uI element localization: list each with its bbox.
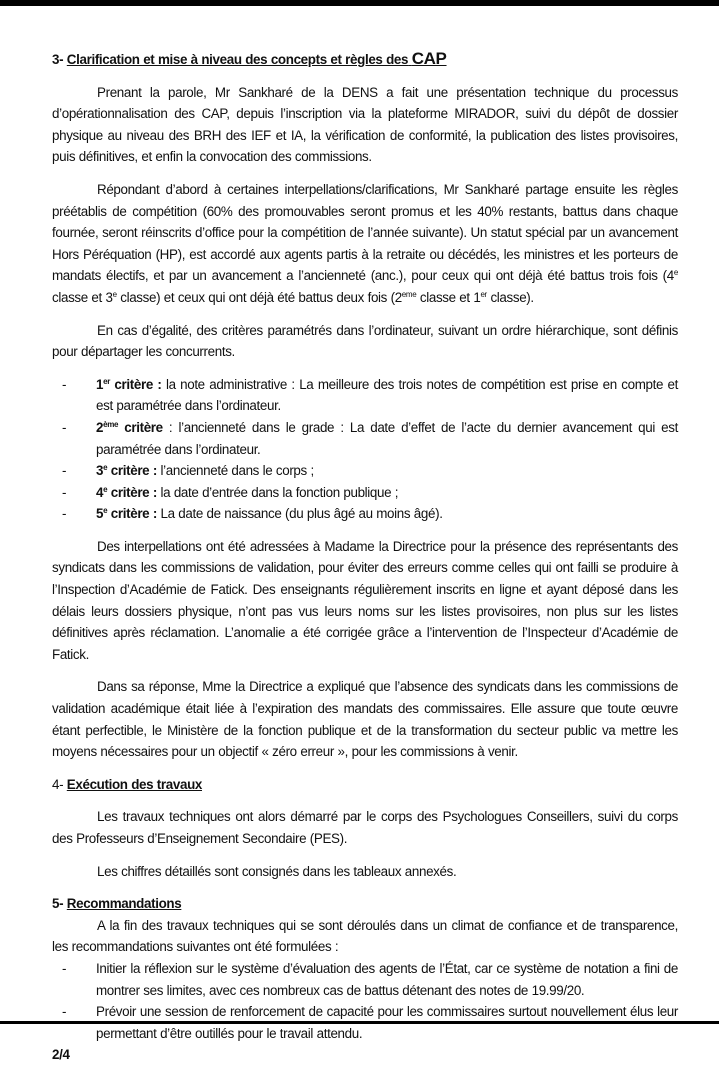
criteria-item [52, 374, 678, 417]
criteria-label: 5e critère : [96, 506, 157, 522]
criteria-list [52, 374, 678, 525]
criteria-text: la note administrative : La meilleure des trois notes de compétition est prise en compte et est paramétrée dans l’ordinateur. [96, 376, 679, 414]
sup: eme [401, 289, 417, 299]
paragraph-cap-process: Prenant la parole, Mr Sankharé de la DENS a fait une présentation technique du processus d’opérationnalisation des CAP, depuis l’inscription via la plateforme MIRADOR, suivi du dépôt de dossier physique au niveau des BRH des IEF et IA, la vérification de conformité, la publication des listes provisoires, puis définitives, et enfin la convocation des commissions. [52, 84, 678, 165]
section-5-title: Recommandations [66, 896, 182, 912]
section-3-number: 3- [52, 52, 64, 67]
recommendation-item: - Prévoir une session de renforcement de capacité pour les commissaires surtout nouvellement élus leur permettant d’être outillés pour le travail attendu. [52, 1001, 678, 1044]
paragraph-chiffres: Les chiffres détaillés sont consignés dans les tableaux annexés. [97, 863, 457, 879]
paragraph-tie-break: En cas d’égalité, des critères paramétrés dans l’ordinateur, suivant un ordre hiérarchique, sont définis pour départager les concurrents. [52, 322, 678, 360]
section-5-number: 5- [52, 896, 64, 912]
criteria-label: 1er critère : [96, 376, 162, 392]
recommendation-item: - Initier la réflexion sur le système d’évaluation des agents de l’État, car ce système de notation a fini de montrer ses limites, avec ces nombreux cas de battus détenant des notes de 19.99/20. [52, 958, 678, 1001]
paragraph-recommendations-intro: A la fin des travaux techniques qui se sont déroulés dans un climat de confiance et de transparence, les recommandations suivantes ont été formulées : [52, 917, 678, 955]
text-fragment: classe) et ceux qui ont déjà été battus deux fois (2 [116, 289, 402, 305]
section-3-heading [52, 48, 678, 71]
paragraph-interpellations: Des interpellations ont été adressées à Madame la Directrice pour la présence des représentants des syndicats dans les commissions de validation, pour éviter des erreurs comme celles qui ont failli se produire à l’Inspection d’Académie de Fatick. Des enseignants régulièrement inscrits en ligne et ayant déposé dans les délais leurs dossiers physique, n’ont pas vus leurs noms sur les listes provisoires, non plus sur les listes définitives après réclamation. L’anomalie a été corrigée grâce a l’intervention de l’Inspecteur d’Académie de Fatick. [52, 538, 678, 662]
section-4-heading [52, 774, 678, 796]
section-3-title [66, 49, 447, 68]
criteria-text: l’ancienneté dans le corps ; [156, 463, 314, 479]
criteria-label: 2ème critère [96, 419, 163, 435]
recommendations-list [52, 958, 678, 1044]
section-5-heading [52, 893, 678, 915]
criteria-text: : l’ancienneté dans le grade : La date d’effet de l’acte du dernier avancement qui est paramétrée dans l’ordinateur. [96, 419, 678, 457]
criteria-text: la date d’entrée dans la fonction publique ; [156, 484, 399, 500]
paragraph-travaux-start: Les travaux techniques ont alors démarré par le corps des Psychologues Conseillers, suivi du corps des Professeurs d’Enseignement Secondaire (PES). [52, 809, 678, 846]
top-black-border [0, 0, 719, 6]
sup: e [112, 289, 117, 299]
sup: e [673, 268, 678, 278]
criteria-text: La date de naissance (du plus âgé au moins âgé). [156, 506, 443, 522]
text-fragment: classe). [486, 289, 534, 305]
text-fragment: classe et 3 [52, 289, 113, 305]
criteria-item [52, 482, 678, 504]
document-page [52, 48, 678, 1066]
section-4-title: Exécution des travaux [66, 776, 202, 792]
text-fragment: classe et 1 [416, 289, 481, 305]
sup: er [480, 289, 487, 299]
criteria-label: 4e critère : [96, 484, 157, 500]
criteria-item [52, 417, 678, 460]
page-number: 2/4 [52, 1047, 70, 1063]
paragraph-directrice-response: Dans sa réponse, Mme la Directrice a expliqué que l’absence des syndicats dans les commissions de validation académique était liée à l’expiration des mandats des commissaires. Elle assure que toute œuvre étant perfectible, le Ministère de la fonction publique et de la transformation du secteur public va mettre les moyens nécessaires pour un objectif « zéro erreur », pour les commissions à venir. [52, 679, 678, 760]
section-3-title-text: Clarification et mise à niveau des concepts et règles des [66, 52, 409, 67]
section-3-title-acronym: CAP [411, 49, 447, 68]
section-4-number: 4- [52, 776, 64, 792]
criteria-item [52, 460, 678, 482]
criteria-item [52, 503, 678, 525]
criteria-label: 3e critère : [96, 463, 157, 479]
paragraph-competition-rules [52, 179, 678, 309]
paragraph-competition-rules-text: Répondant d’abord à certaines interpellations/clarifications, Mr Sankharé partage ensuite les règles préétablis de compétition (60% des promouvables seront promus et les 40% restants, battus dans chaque fournée, seront réinscrits d’office pour la compétition de l’année suivante). Un statut spécial par un avancement Hors Péréquation (HP), est accordé aux agents partis à la retraite ou décédés, les ministres et les porteurs de mandats électifs, et par un avancement a l’ancienneté (anc.), pour ceux qui ont déjà été battus trois fois (4 [52, 181, 678, 284]
